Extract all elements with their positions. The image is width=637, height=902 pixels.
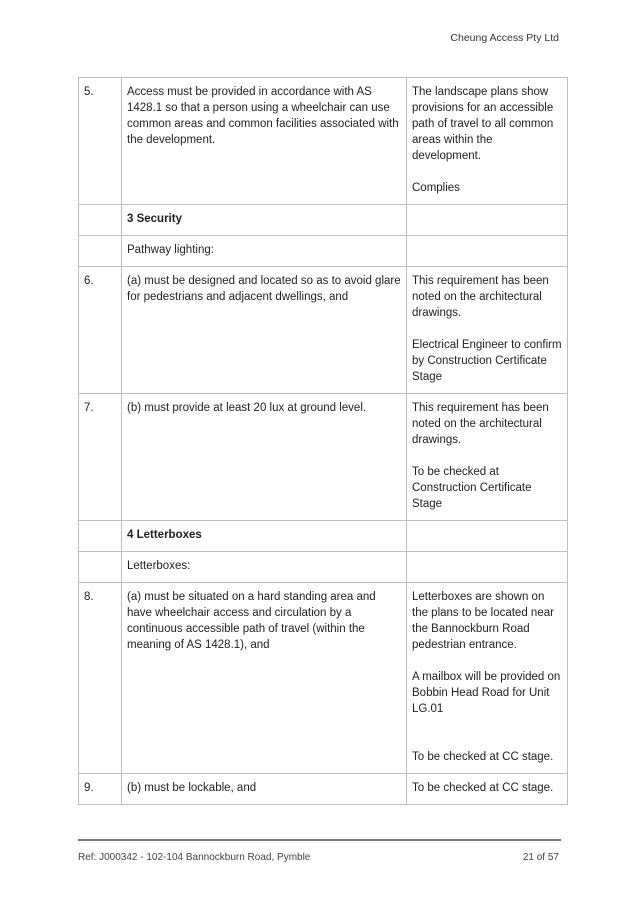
subheading-row bbox=[79, 236, 568, 267]
item-number bbox=[79, 552, 122, 583]
table-row bbox=[79, 583, 568, 774]
comment-text: To be checked at Construction Certificate Stage bbox=[412, 466, 532, 510]
comment-text: Letterboxes are shown on the plans to be located near the Bannockburn Road pedestrian entrance. bbox=[412, 591, 554, 651]
item-number: 7. bbox=[79, 394, 122, 521]
comment-cell bbox=[407, 236, 568, 267]
item-number bbox=[79, 236, 122, 267]
table-row bbox=[79, 78, 568, 205]
requirement-text: (b) must be lockable, and bbox=[122, 774, 407, 805]
comment-cell bbox=[407, 521, 568, 552]
item-number bbox=[79, 205, 122, 236]
comment-text: This requirement has been noted on the architectural drawings. bbox=[412, 275, 549, 319]
footer-reference: Ref: J000342 - 102-104 Bannockburn Road, Pymble bbox=[78, 852, 311, 863]
comment-text: Electrical Engineer to confirm by Construction Certificate Stage bbox=[412, 339, 562, 383]
comment-cell bbox=[407, 267, 568, 394]
comment-cell bbox=[407, 552, 568, 583]
subheading-row bbox=[79, 552, 568, 583]
item-number: 6. bbox=[79, 267, 122, 394]
company-name: Cheung Access Pty Ltd bbox=[450, 32, 559, 44]
comment-cell bbox=[407, 205, 568, 236]
requirement-text: (a) must be designed and located so as to avoid glare for pedestrians and adjacent dwellings, and bbox=[122, 267, 407, 394]
comment-cell bbox=[407, 78, 568, 205]
footer-divider bbox=[78, 839, 561, 841]
comment-text: To be checked at CC stage. bbox=[412, 782, 554, 794]
item-number: 9. bbox=[79, 774, 122, 805]
comment-text: A mailbox will be provided on Bobbin Head Road for Unit LG.01 bbox=[412, 671, 561, 715]
comment-text: To be checked at CC stage. bbox=[412, 751, 554, 763]
requirement-text: (b) must provide at least 20 lux at ground level. bbox=[122, 394, 407, 521]
subheading-text: Pathway lighting: bbox=[122, 236, 407, 267]
compliance-status: Complies bbox=[412, 182, 460, 194]
table-row bbox=[79, 267, 568, 394]
requirement-text: (a) must be situated on a hard standing area and have wheelchair access and circulation by a continuous accessible path of travel (within the meaning of AS 1428.1), and bbox=[122, 583, 407, 774]
table-row bbox=[79, 774, 568, 805]
subheading-text: Letterboxes: bbox=[122, 552, 407, 583]
comment-cell bbox=[407, 774, 568, 805]
comment-cell bbox=[407, 394, 568, 521]
section-heading: 4 Letterboxes bbox=[122, 521, 407, 552]
comment-text: This requirement has been noted on the architectural drawings. bbox=[412, 402, 549, 446]
section-heading-row bbox=[79, 205, 568, 236]
requirement-text: Access must be provided in accordance with AS 1428.1 so that a person using a wheelchair can use common areas and common facilities associated with the development. bbox=[122, 78, 407, 205]
section-heading: 3 Security bbox=[122, 205, 407, 236]
item-number: 5. bbox=[79, 78, 122, 205]
comment-text: The landscape plans show provisions for an accessible path of travel to all common areas within the development. bbox=[412, 86, 554, 162]
comment-cell bbox=[407, 583, 568, 774]
table-row bbox=[79, 394, 568, 521]
item-number: 8. bbox=[79, 583, 122, 774]
section-heading-row bbox=[79, 521, 568, 552]
page-number: 21 of 57 bbox=[522, 852, 559, 863]
requirements-table bbox=[78, 77, 568, 805]
item-number bbox=[79, 521, 122, 552]
